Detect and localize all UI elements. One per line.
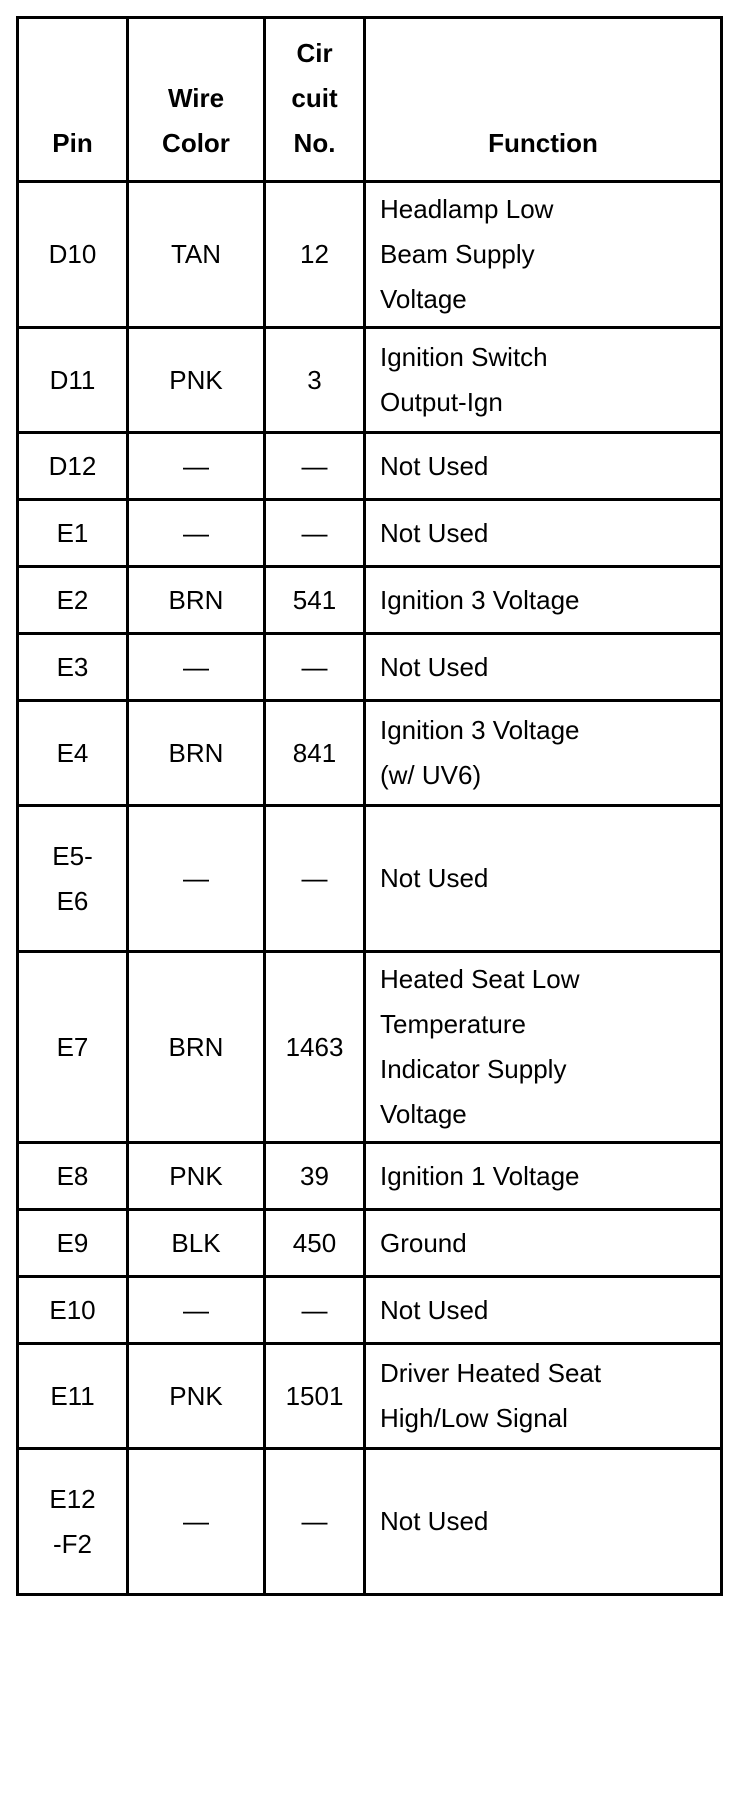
cell-function: Heated Seat Low Temperature Indicator Supply Voltage [365, 952, 722, 1143]
cell-function: Ignition 1 Voltage [365, 1143, 722, 1210]
cell-function: Not Used [365, 806, 722, 952]
cell-wire-color: — [128, 1449, 265, 1595]
table-row [18, 634, 722, 701]
header-circuit-no: Cir cuit No. [265, 18, 365, 182]
cell-circuit-no: — [265, 1449, 365, 1595]
cell-pin: E11 [18, 1344, 128, 1449]
cell-circuit-no: 541 [265, 567, 365, 634]
cell-circuit-no: — [265, 806, 365, 952]
cell-wire-color: PNK [128, 1344, 265, 1449]
cell-pin: E12 -F2 [18, 1449, 128, 1595]
cell-function: Driver Heated Seat High/Low Signal [365, 1344, 722, 1449]
cell-wire-color: PNK [128, 1143, 265, 1210]
cell-circuit-no: 12 [265, 182, 365, 328]
cell-circuit-no: 1463 [265, 952, 365, 1143]
header-wire-color: Wire Color [128, 18, 265, 182]
table-row [18, 701, 722, 806]
header-function: Function [365, 18, 722, 182]
cell-circuit-no: 1501 [265, 1344, 365, 1449]
cell-wire-color: PNK [128, 328, 265, 433]
cell-wire-color: TAN [128, 182, 265, 328]
table-row [18, 1449, 722, 1595]
cell-wire-color: — [128, 433, 265, 500]
cell-function: Headlamp Low Beam Supply Voltage [365, 182, 722, 328]
cell-wire-color: — [128, 1277, 265, 1344]
table-row [18, 328, 722, 433]
cell-pin: E8 [18, 1143, 128, 1210]
cell-wire-color: — [128, 634, 265, 701]
table-row [18, 952, 722, 1143]
cell-pin: E10 [18, 1277, 128, 1344]
cell-pin: D11 [18, 328, 128, 433]
table-row [18, 1277, 722, 1344]
table-row [18, 1344, 722, 1449]
cell-pin: E5- E6 [18, 806, 128, 952]
table-row [18, 182, 722, 328]
table-row [18, 806, 722, 952]
cell-function: Ignition Switch Output-Ign [365, 328, 722, 433]
cell-circuit-no: 841 [265, 701, 365, 806]
cell-function: Ignition 3 Voltage [365, 567, 722, 634]
cell-circuit-no: — [265, 433, 365, 500]
cell-function: Ground [365, 1210, 722, 1277]
cell-wire-color: — [128, 806, 265, 952]
cell-function: Not Used [365, 1277, 722, 1344]
table-row [18, 1210, 722, 1277]
cell-circuit-no: 3 [265, 328, 365, 433]
cell-wire-color: BRN [128, 952, 265, 1143]
cell-function: Not Used [365, 634, 722, 701]
cell-wire-color: BLK [128, 1210, 265, 1277]
cell-pin: E9 [18, 1210, 128, 1277]
cell-pin: E7 [18, 952, 128, 1143]
cell-wire-color: BRN [128, 567, 265, 634]
table-row [18, 1143, 722, 1210]
connector-pin-table [16, 16, 723, 1596]
table-row [18, 500, 722, 567]
cell-pin: E3 [18, 634, 128, 701]
cell-pin: E4 [18, 701, 128, 806]
cell-circuit-no: — [265, 500, 365, 567]
cell-circuit-no: — [265, 634, 365, 701]
cell-pin: D12 [18, 433, 128, 500]
cell-wire-color: BRN [128, 701, 265, 806]
table-row [18, 433, 722, 500]
cell-function: Not Used [365, 1449, 722, 1595]
cell-pin: E2 [18, 567, 128, 634]
cell-circuit-no: 39 [265, 1143, 365, 1210]
cell-pin: E1 [18, 500, 128, 567]
cell-function: Not Used [365, 500, 722, 567]
header-row [18, 18, 722, 182]
cell-circuit-no: — [265, 1277, 365, 1344]
cell-function: Ignition 3 Voltage (w/ UV6) [365, 701, 722, 806]
cell-circuit-no: 450 [265, 1210, 365, 1277]
cell-wire-color: — [128, 500, 265, 567]
cell-function: Not Used [365, 433, 722, 500]
header-pin: Pin [18, 18, 128, 182]
table-row [18, 567, 722, 634]
cell-pin: D10 [18, 182, 128, 328]
